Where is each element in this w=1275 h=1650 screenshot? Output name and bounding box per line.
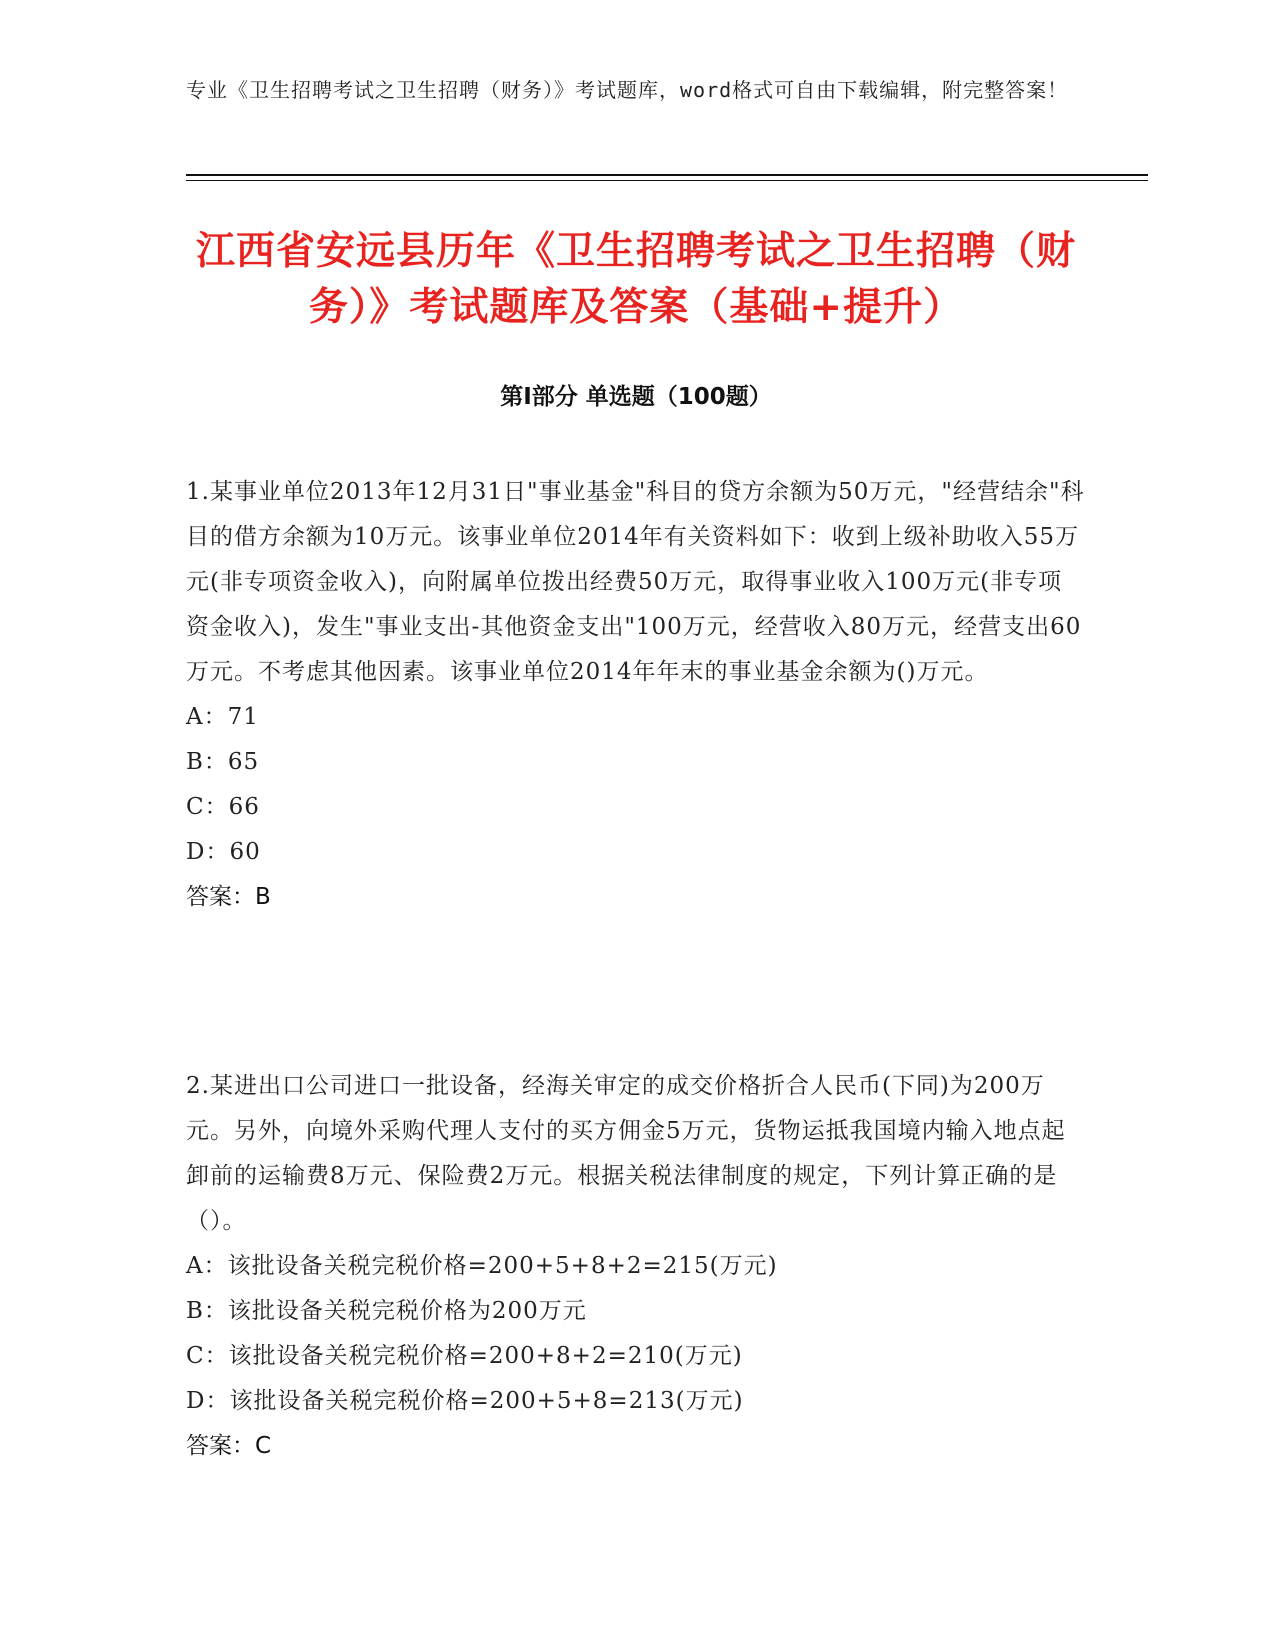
header-note: 专业《卫生招聘考试之卫生招聘（财务）》考试题库，word格式可自由下载编辑，附完整答案！ [186,78,1069,102]
answer: 答案：C [186,1433,272,1459]
document-title: 江西省安远县历年《卫生招聘考试之卫生招聘（财务）》考试题库及答案（基础+提升） [195,229,1076,330]
question-block [186,1064,1086,1469]
option-a: A：该批设备关税完税价格=200+5+8+2=215(万元) [186,1253,778,1279]
question-stem: 1.某事业单位2013年12月31日"事业基金"科目的贷方余额为50万元，"经营结余"科目的借方余额为10万元。该事业单位2014年有关资料如下：收到上级补助收入55万元(非专项资金收入)，向附属单位拨出经费50万元，取得事业收入100万元(非专项资金收入)，发生"事业支出-其他资金支出"100万元，经营收入80万元，经营支出60万元。不考虑其他因素。该事业单位2014年年末的事业基金余额为()万元。 [186,479,1085,685]
option-a: A：71 [186,704,259,730]
header-divider-thin [186,180,1148,181]
answer: 答案：B [186,884,271,910]
option-c: C：该批设备关税完税价格=200+8+2=210(万元) [186,1343,743,1369]
option-b: B：65 [186,749,260,775]
option-b: B：该批设备关税完税价格为200万元 [186,1298,587,1324]
option-c: C：66 [186,794,260,820]
option-d: D：该批设备关税完税价格=200+5+8=213(万元) [186,1388,744,1414]
option-d: D：60 [186,839,261,865]
header-divider-thick [186,174,1148,176]
question-stem: 2.某进出口公司进口一批设备，经海关审定的成交价格折合人民币(下同)为200万元。另外，向境外采购代理人支付的买方佣金5万元，货物运抵我国境内输入地点起卸前的运输费8万元、保险费2万元。根据关税法律制度的规定，下列计算正确的是（）。 [186,1073,1066,1234]
question-block [186,470,1086,920]
section-title: 第Ⅰ部分 单选题（100题） [500,384,772,410]
